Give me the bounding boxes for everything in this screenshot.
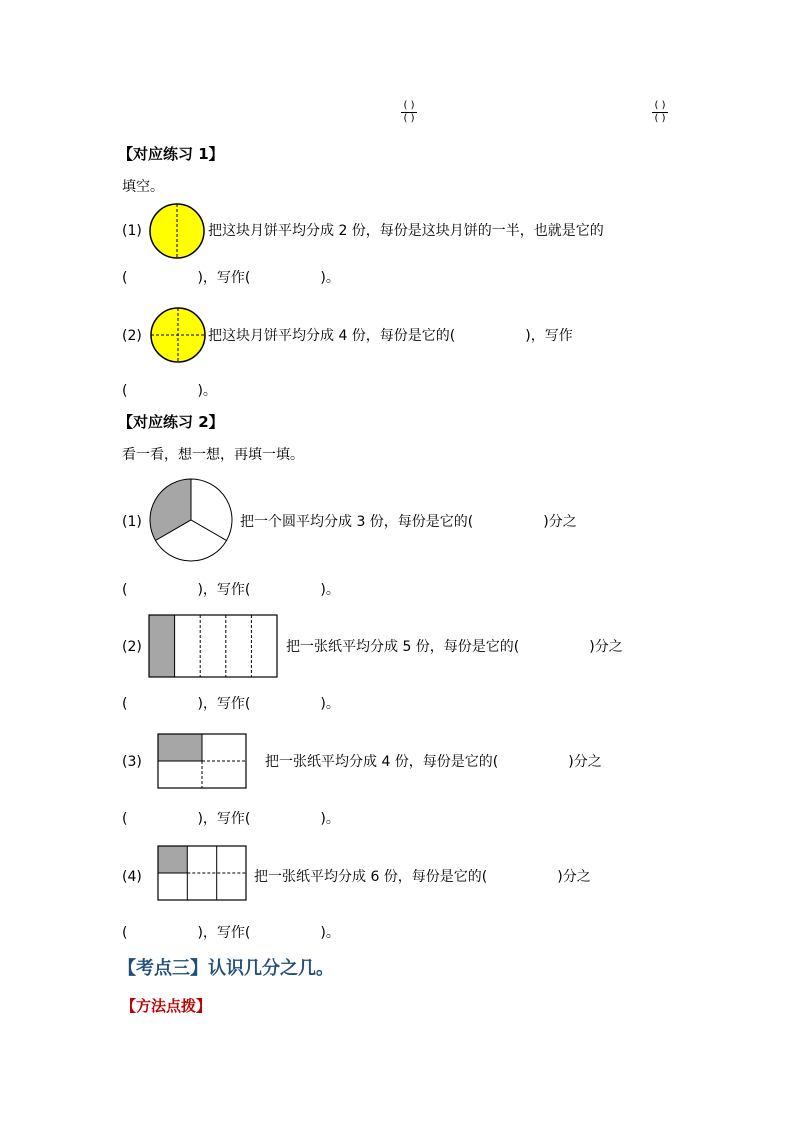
shaded-part — [158, 846, 187, 873]
mooncake-halves-figure — [149, 203, 205, 259]
kaodian3-heading: 【考点三】认识几分之几。 — [118, 958, 334, 979]
practice2-heading: 【对应练习 2】 — [118, 413, 224, 431]
practice2-q4-text: 把一张纸平均分成 6 份，每份是它的( )分之 — [254, 869, 591, 885]
fraction-numerator: ( ) — [403, 100, 415, 111]
practice1-q1-text: 把这块月饼平均分成 2 份，每份是这块月饼的一半，也就是它的 — [208, 223, 604, 239]
practice2-q2-text: 把一张纸平均分成 5 份，每份是它的( )分之 — [286, 639, 623, 655]
practice1-q2-number: (2) — [122, 328, 142, 344]
practice2-q3-answer-line: ( )，写作( )。 — [122, 811, 340, 827]
paper-sixths-figure — [157, 845, 247, 901]
practice2-instruction: 看一看，想一想，再填一填。 — [122, 447, 304, 463]
practice2-q4-number: (4) — [122, 869, 142, 885]
shaded-part — [158, 734, 202, 761]
paper-fifths-figure — [148, 614, 278, 678]
practice1-q1-answer-line: ( )，写作( )。 — [122, 270, 340, 286]
shaded-part — [149, 615, 175, 677]
practice2-q3-number: (3) — [122, 754, 142, 770]
practice2-q1-text: 把一个圆平均分成 3 份，每份是它的( )分之 — [240, 514, 577, 530]
circle-thirds-figure — [149, 477, 233, 563]
method-heading: 【方法点拨】 — [121, 997, 212, 1015]
practice2-q3-text: 把一张纸平均分成 4 份，每份是它的( )分之 — [265, 754, 602, 770]
practice2-q2-number: (2) — [122, 639, 142, 655]
fraction-numerator: ( ) — [654, 100, 666, 111]
practice1-q2-answer-line: ( )。 — [122, 383, 217, 399]
practice2-q4-answer-line: ( )，写作( )。 — [122, 925, 340, 941]
top-fraction-2 — [652, 101, 668, 124]
practice1-q2-text: 把这块月饼平均分成 4 份，每份是它的( )，写作 — [208, 328, 573, 344]
practice1-instruction: 填空。 — [122, 179, 164, 195]
practice1-heading: 【对应练习 1】 — [118, 145, 224, 163]
practice2-q2-answer-line: ( )，写作( )。 — [122, 696, 340, 712]
top-fraction-1 — [401, 101, 417, 124]
mooncake-quarters-figure — [150, 307, 206, 363]
practice2-q1-number: (1) — [122, 514, 142, 530]
paper-quarters-figure — [157, 733, 247, 789]
fraction-denominator: ( ) — [654, 113, 666, 124]
practice1-q1-number: (1) — [122, 223, 142, 239]
practice2-q1-answer-line: ( )，写作( )。 — [122, 582, 340, 598]
fraction-denominator: ( ) — [403, 113, 415, 124]
